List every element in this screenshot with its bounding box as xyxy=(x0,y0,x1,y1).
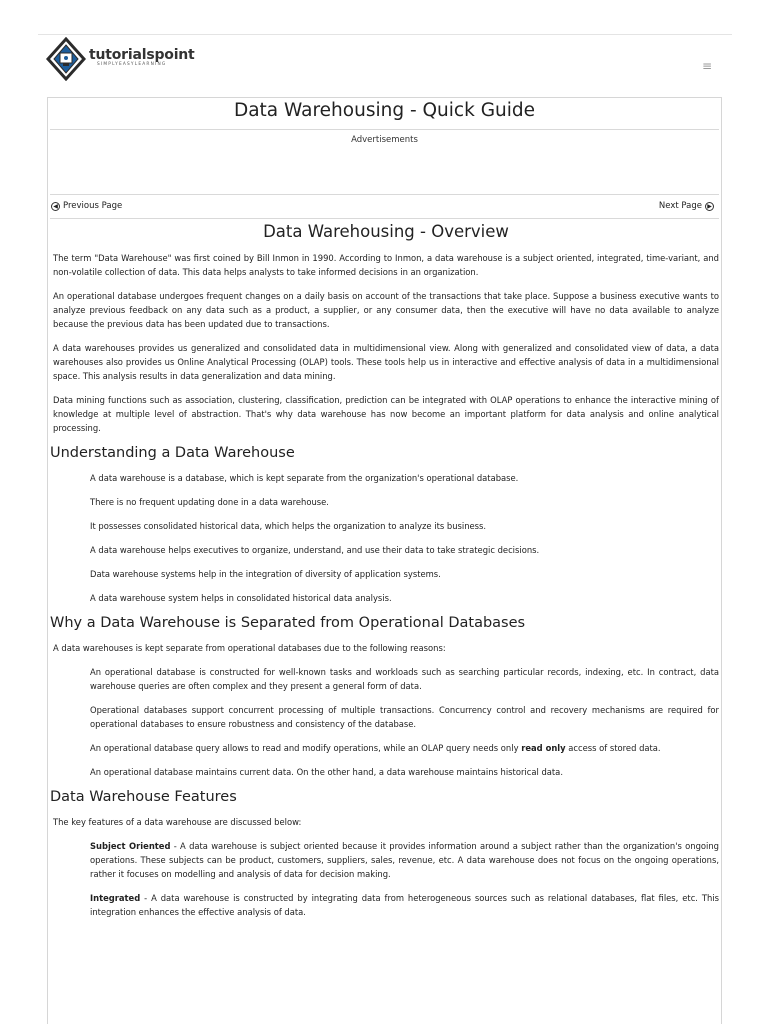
site-header xyxy=(38,35,732,95)
circle-arrow-right-icon: ▶ xyxy=(705,202,714,211)
advertisements-label: Advertisements xyxy=(351,135,418,145)
hamburger-icon[interactable]: ≡ xyxy=(701,59,713,73)
overview-paragraph: Data mining functions such as association, clustering, classification, prediction can be integrated with OLAP operations to enhance the interactive mining of knowledge at multiple level of abstraction. That's why data warehouse has now become an important platform for data analysis and online analytical processing. xyxy=(53,395,719,433)
list-item: There is no frequent updating done in a data warehouse. xyxy=(90,497,329,507)
overview-paragraph: A data warehouses provides us generalized and consolidated data in multidimensional view. Along with generalized and consolidated view of data, a data warehouses also provides us Online Analytical Processing (OLAP) tools. These tools help us in interactive and effective analysis of data in a multidimensional space. This analysis results in data generalization and data mining. xyxy=(53,343,719,381)
article-body xyxy=(50,222,719,929)
feature-term: Integrated xyxy=(90,893,141,903)
why-intro: A data warehouses is kept separate from operational databases due to the following reasons: xyxy=(53,643,446,653)
list-item: It possesses consolidated historical data, which helps the organization to analyze its business. xyxy=(90,521,487,531)
previous-page-link[interactable] xyxy=(51,201,122,211)
item-text-before: An operational database query allows to read and modify operations, while an OLAP query needs only xyxy=(90,743,522,753)
list-item xyxy=(90,741,719,755)
features-heading: Data Warehouse Features xyxy=(50,789,237,805)
why-separated-heading: Why a Data Warehouse is Separated from Operational Databases xyxy=(50,615,526,631)
list-item xyxy=(90,891,719,919)
nav-divider-bottom xyxy=(50,218,719,219)
features-intro: The key features of a data warehouse are discussed below: xyxy=(53,817,302,827)
logo-word-tutorials: tutorials xyxy=(89,47,155,63)
list-item: Operational databases support concurrent processing of multiple transactions. Concurrency control and recovery mechanisms are required for operational databases to ensure robustness and consistency of the database. xyxy=(90,705,719,729)
list-item: A data warehouse helps executives to organize, understand, and use their data to take strategic decisions. xyxy=(90,545,540,555)
understanding-list xyxy=(53,471,719,605)
feature-text: - A data warehouse is subject oriented because it provides information around a subject rather than the organization's ongoing operations. These subjects can be product, customers, suppliers, sales, revenue, etc. A data warehouse does not focus on the ongoing operations, rather it focuses on modelling and analysis of data for decision making. xyxy=(90,841,719,879)
features-list xyxy=(53,839,719,919)
next-page-label: Next Page xyxy=(658,201,702,211)
overview-heading: Data Warehousing - Overview xyxy=(263,222,509,241)
circle-arrow-left-icon: ◀ xyxy=(51,202,60,211)
list-item: An operational database is constructed for well-known tasks and workloads such as searching particular records, indexing, etc. In contract, data warehouse queries are often complex and they present a general form of data. xyxy=(90,667,719,691)
logo-word-point: point xyxy=(154,47,195,63)
why-list xyxy=(53,665,719,779)
list-item: A data warehouse is a database, which is kept separate from the organization's operational database. xyxy=(90,473,519,483)
feature-text: - A data warehouse is constructed by integrating data from heterogeneous sources such as relational databases, flat files, etc. This integration enhances the effective analysis of data. xyxy=(90,893,719,917)
item-text-after: access of stored data. xyxy=(565,743,661,753)
understanding-heading: Understanding a Data Warehouse xyxy=(50,445,295,461)
list-item: An operational database maintains current data. On the other hand, a data warehouse maintains historical data. xyxy=(90,767,563,777)
read-only-term: read only xyxy=(521,743,566,753)
nav-divider-top xyxy=(50,194,719,195)
next-page-link[interactable] xyxy=(659,201,714,211)
article-container xyxy=(47,97,722,1024)
overview-paragraph: An operational database undergoes frequent changes on a daily basis on account of the transactions that take place. Suppose a business executive wants to analyze previous feedback on any data such as a product, a supplier, or any consumer data, then the executive will have no data available to analyze because the previous data has been updated due to transactions. xyxy=(53,291,719,329)
feature-term: Subject Oriented xyxy=(90,841,171,851)
list-item: A data warehouse system helps in consolidated historical data analysis. xyxy=(90,593,392,603)
list-item xyxy=(90,839,719,881)
title-divider xyxy=(50,129,719,130)
logo-tagline: SIMPLYEASYLEARNING xyxy=(97,62,167,67)
logo-wordmark xyxy=(89,47,195,63)
overview-paragraph: The term "Data Warehouse" was first coined by Bill Inmon in 1990. According to Inmon, a data warehouse is a subject oriented, integrated, time-variant, and non-volatile collection of data. This data helps analysts to take informed decisions in an organization. xyxy=(53,253,719,277)
previous-page-label: Previous Page xyxy=(63,201,123,211)
logo-emblem-icon xyxy=(46,37,86,81)
tutorialspoint-logo[interactable] xyxy=(46,37,216,81)
list-item: Data warehouse systems help in the integration of diversity of application systems. xyxy=(90,569,441,579)
page-title: Data Warehousing - Quick Guide xyxy=(233,100,536,121)
